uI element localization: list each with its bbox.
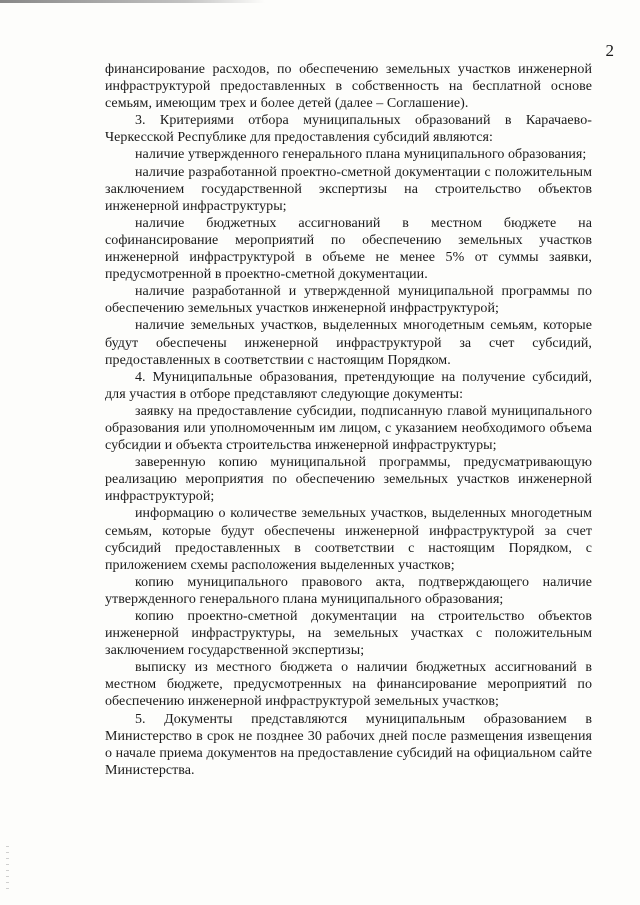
document-budget-extract: выписку из местного бюджета о наличии бюджетных ассигнований в местном бюджете, предусмотренных на финансирование мероприятий по обеспечению инженерной инфраструктурой земельных участков; — [105, 660, 592, 710]
criterion-budget-allocations: наличие бюджетных ассигнований в местном бюджете на софинансирование мероприятий по обеспечению земельных участков инженерной инфраструктурой в объеме не менее 5% от суммы заявки, предусмотренной в проектно-сметной документации. — [105, 215, 592, 283]
document-application: заявку на предоставление субсидии, подписанную главой муниципального образования или уполномоченным им лицом, с указанием необходимого объема субсидии и объекта строительства инженерной инфраструктуры; — [105, 403, 592, 454]
document-body — [105, 61, 592, 779]
criterion-municipal-program: наличие разработанной и утвержденной муниципальной программы по обеспечению земельных участков инженерной инфраструктурой; — [105, 284, 592, 317]
criterion-design-documentation: наличие разработанной проектно-сметной документации с положительным заключением государственной экспертизы на строительство объектов инженерной инфраструктуры; — [105, 164, 592, 214]
scan-edge-line — [0, 0, 265, 3]
page-number: 2 — [605, 41, 614, 60]
paragraph-item-4: 4. Муниципальные образования, претендующие на получение субсидий, для участия в отборе представляют следующие документы: — [105, 369, 592, 402]
criterion-general-plan: наличие утвержденного генерального плана муниципального образования; — [135, 147, 587, 163]
document-design-copy: копию проектно-сметной документации на строительство объектов инженерной инфраструктуры, на земельных участках с положительным заключением государственной экспертизы; — [105, 609, 592, 659]
document-program-copy: заверенную копию муниципальной программы, предусматривающую реализацию мероприятия по обеспечению земельных участков инженерной инфраструктурой; — [105, 455, 592, 505]
paragraph-item-5: 5. Документы представляются муниципальным образованием в Министерство в срок не позднее 30 рабочих дней после размещения извещения о начале приема документов на предоставление субсидий на официальном сайте Министерства. — [105, 711, 592, 778]
criterion-land-plots: наличие земельных участков, выделенных многодетным семьям, которые будут обеспечены инженерной инфраструктурой за счет субсидий, предоставленных в соответствии с настоящим Порядком. — [105, 318, 592, 368]
scan-edge-marks — [6, 846, 9, 891]
document-land-plots-info: информацию о количестве земельных участков, выделенных многодетным семьям, которые будут обеспечены инженерной инфраструктурой за счет субсидий предоставленных в соответствии с настоящим Порядком, с приложением схемы расположения выделенных участков; — [105, 506, 592, 573]
document-legal-act-copy: копию муниципального правового акта, подтверждающего наличие утвержденного генерального плана муниципального образования; — [105, 574, 592, 607]
paragraph-item-3: 3. Критериями отбора муниципальных образований в Карачаево-Черкесской Республике для предоставления субсидий являются: — [105, 113, 592, 146]
paragraph: финансирование расходов, по обеспечению земельных участков инженерной инфраструктурой предоставленных в собственность на бесплатной основе семьям, имеющим трех и более детей (далее – Соглашение). — [105, 62, 592, 112]
